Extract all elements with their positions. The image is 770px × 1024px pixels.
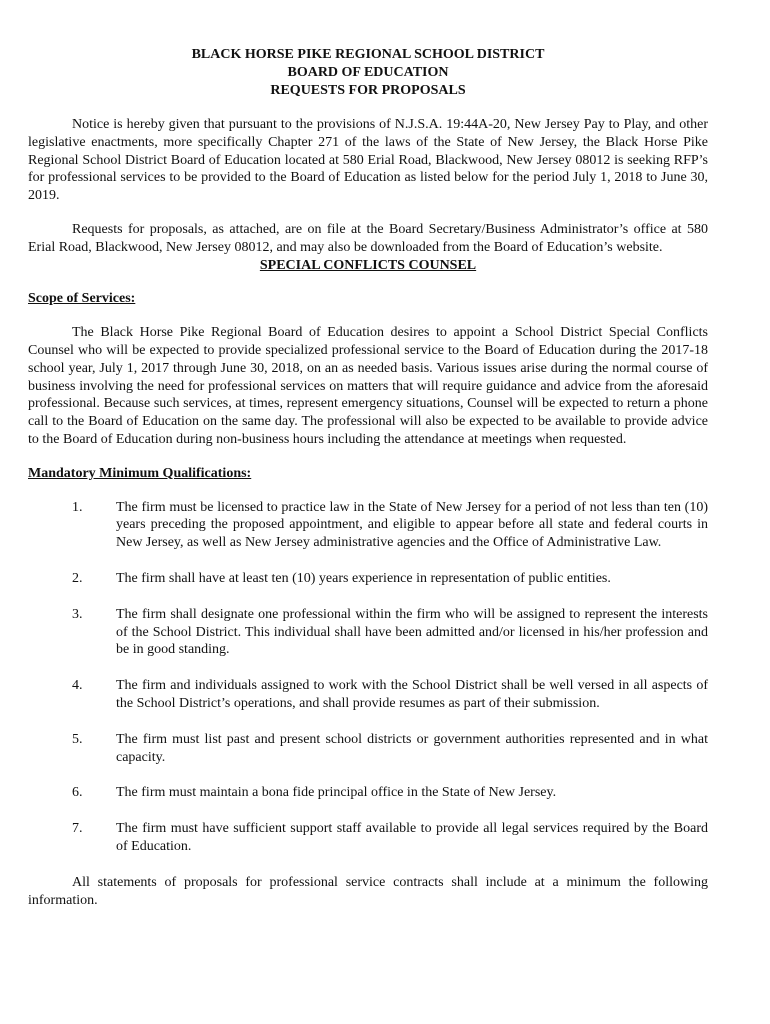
list-item [28, 499, 708, 552]
list-item-number: 1. [72, 499, 83, 515]
document-header [28, 46, 708, 100]
qualifications-label: Mandatory Minimum Qualifications: [28, 465, 252, 481]
scope-paragraph: The Black Horse Pike Regional Board of Education desires to appoint a School District Special Conflicts Counsel who will be expected to provide specialized professional service to the Board of Education during the 2017-18 school year, July 1, 2017 through June 30, 2018, on an as needed basis. Various issues arise during the normal course of business involving the need for professional services on matters that will require guidance and advice from the aforesaid professional. Because such services, at times, represent emergency situations, Counsel will be expected to return a phone call to the Board of Education on the same day. The professional will also be expected to be available to provide advice to the Board of Education during non-business hours including the attendance at meetings when requested. [28, 325, 708, 447]
list-item-number: 2. [72, 570, 83, 586]
district-name: BLACK HORSE PIKE REGIONAL SCHOOL DISTRICT [191, 47, 545, 62]
notice-paragraph: Notice is hereby given that pursuant to the provisions of N.J.S.A. 19:44A-20, New Jersey Pay to Play, and other legislative enactments, more specifically Chapter 271 of the laws of the State of New Jersey, the Black Horse Pike Regional School District Board of Education located at 580 Erial Road, Blackwood, New Jersey 08012 is seeking RFP’s for professional services to be provided to the Board of Education as listed below for the period July 1, 2018 to June 30, 2019. [28, 117, 708, 204]
list-item [28, 820, 708, 856]
availability-paragraph: Requests for proposals, as attached, are on file at the Board Secretary/Business Administrator’s office at 580 Erial Road, Blackwood, New Jersey 08012, and may also be downloaded from the Board of Education’s website. [28, 221, 708, 255]
list-item [28, 677, 708, 713]
list-item [28, 570, 708, 588]
list-item-number: 3. [72, 606, 83, 622]
section-title: SPECIAL CONFLICTS COUNSEL [259, 257, 477, 273]
list-item [28, 606, 708, 659]
list-item-number: 6. [72, 785, 83, 801]
qualifications-list [28, 499, 708, 856]
list-item [28, 784, 708, 802]
document-page [28, 46, 708, 909]
list-item [28, 731, 708, 767]
scope-label: Scope of Services: [28, 291, 136, 307]
closing-paragraph: All statements of proposals for professional service contracts shall include at a minimum the following information. [28, 874, 708, 908]
board-name: BOARD OF EDUCATION [287, 65, 449, 80]
list-item-text: The firm shall have at least ten (10) years experience in representation of public entities. [116, 570, 611, 586]
list-item-text: The firm must be licensed to practice law in the State of New Jersey for a period of not less than ten (10) years preceding the proposed appointment, and eligible to appear before all state and federal courts in New Jersey, as well as New Jersey administrative agencies and the Office of Administrative Law. [116, 499, 708, 551]
list-item-number: 5. [72, 731, 83, 747]
list-item-text: The firm must have sufficient support staff available to provide all legal services required by the Board of Education. [116, 821, 708, 854]
list-item-number: 4. [72, 678, 83, 694]
list-item-number: 7. [72, 821, 83, 837]
list-item-text: The firm must maintain a bona fide principal office in the State of New Jersey. [116, 785, 557, 801]
list-item-text: The firm must list past and present school districts or government authorities represented and in what capacity. [116, 731, 708, 765]
list-item-text: The firm and individuals assigned to work with the School District shall be well versed in all aspects of the School District’s operations, and shall provide resumes as part of their submission. [116, 678, 708, 711]
list-item-text: The firm shall designate one professional within the firm who will be assigned to represent the interests of the School District. This individual shall have been admitted and/or licensed in his/her profession and be in good standing. [116, 606, 708, 658]
document-title: REQUESTS FOR PROPOSALS [270, 83, 466, 98]
